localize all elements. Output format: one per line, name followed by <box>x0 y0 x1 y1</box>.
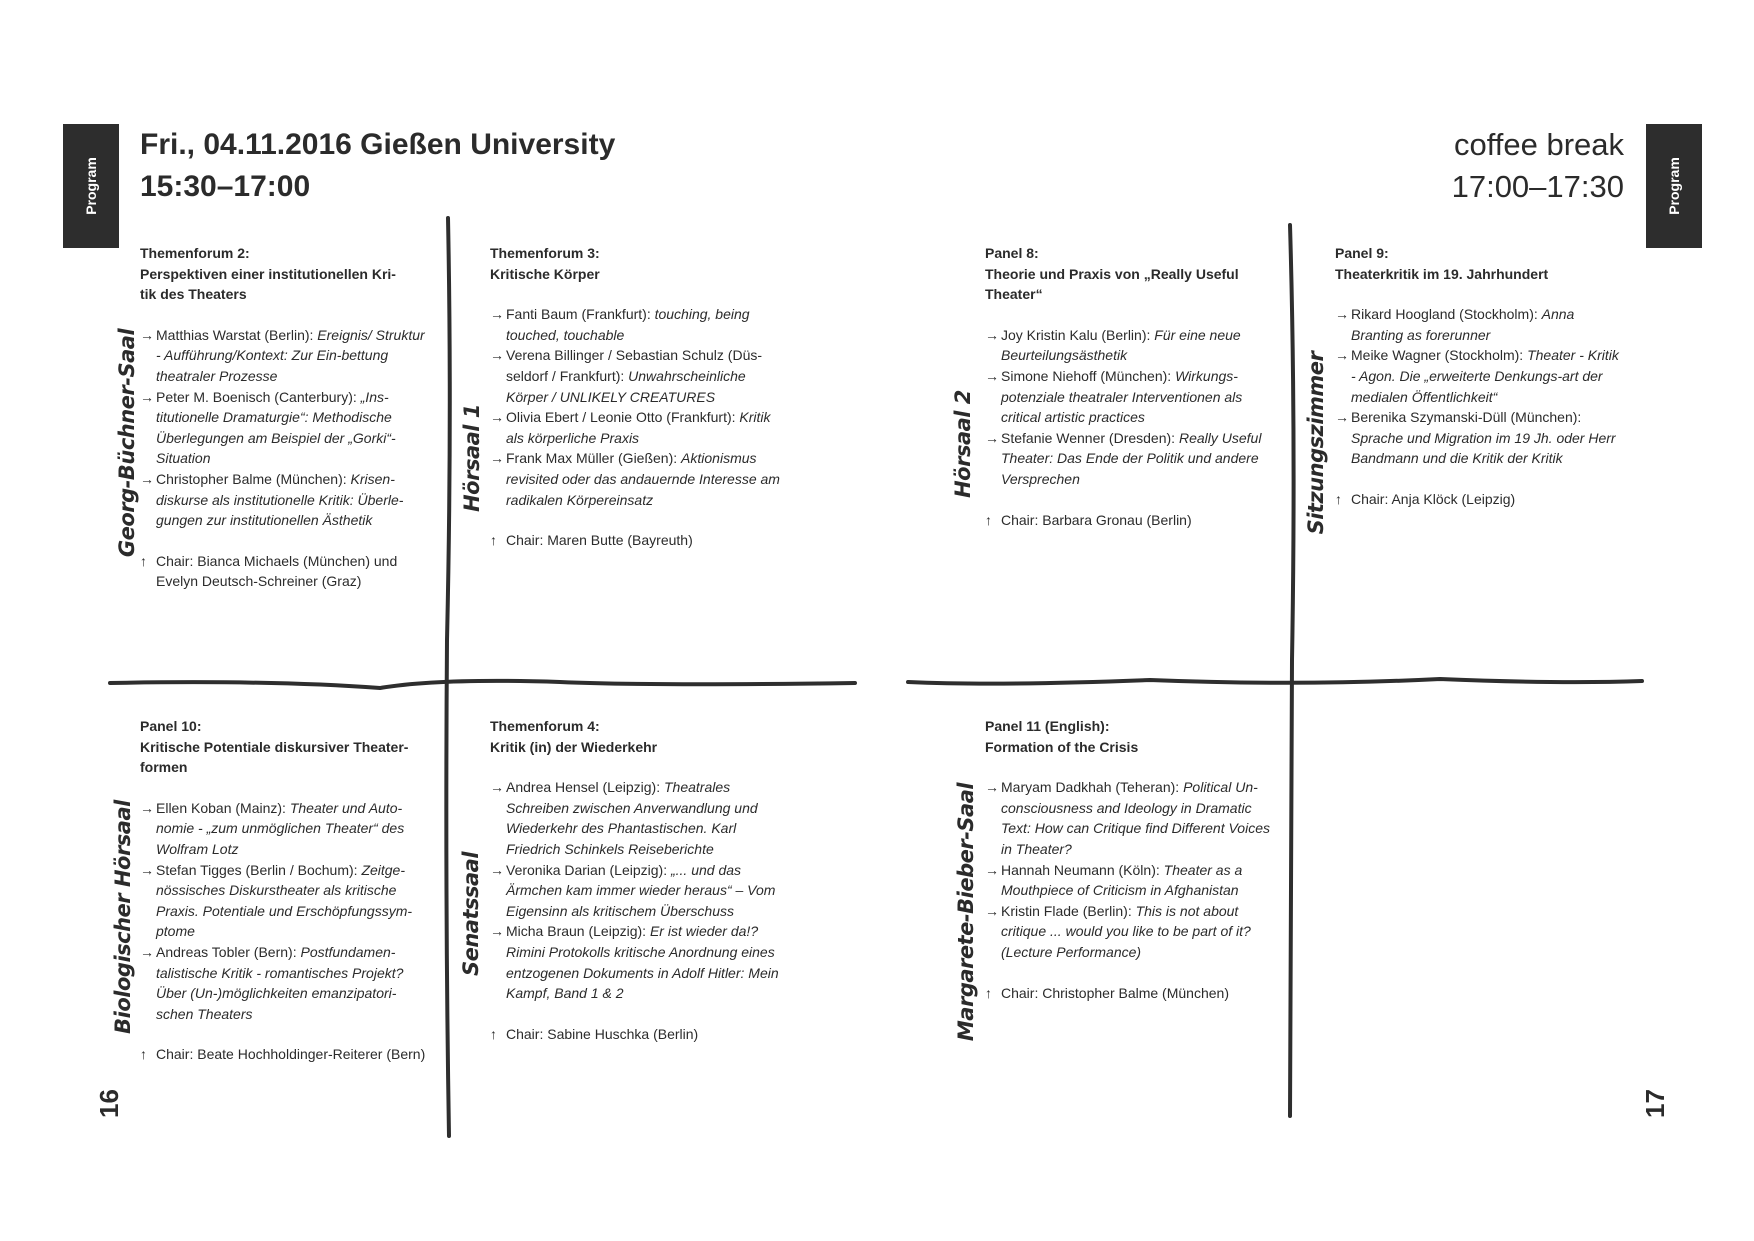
session-chair <box>490 530 780 551</box>
break-time: 17:00–17:30 <box>1451 169 1624 204</box>
chair-text: Chair: Bianca Michaels (München) und Evelyn Deutsch-Schreiner (Graz) <box>156 552 398 590</box>
arrow-right-icon: → <box>985 779 999 796</box>
session-title <box>1335 243 1625 284</box>
session-title-line: Themenforum 2: <box>140 245 250 261</box>
arrow-up-icon: ↑ <box>985 984 992 1001</box>
session-title <box>985 243 1275 305</box>
break-label: coffee break <box>1453 127 1624 162</box>
session-title-line: Kritische Potentiale diskursiver Theater- <box>140 738 409 755</box>
speaker-item <box>490 921 780 1003</box>
arrow-right-icon: → <box>140 861 154 878</box>
session-themenforum-3 <box>490 243 780 551</box>
arrow-right-icon: → <box>985 429 999 446</box>
talk-title: Ereignis/ Struktur - Aufführung/Kontext: Zur Ein-bettung theatraler Prozesse <box>156 326 425 384</box>
speaker-name: Fanti Baum (Frankfurt): <box>506 306 655 323</box>
arrow-right-icon: → <box>140 943 154 960</box>
speaker-name: Peter M. Boenisch (Canterbury): <box>156 388 361 405</box>
speaker-name: Kristin Flade (Berlin): <box>1001 902 1136 919</box>
session-title-line: Themenforum 4: <box>490 718 600 734</box>
speaker-item <box>140 942 430 1024</box>
session-title <box>985 716 1275 757</box>
session-title <box>490 243 780 284</box>
arrow-right-icon: → <box>140 388 154 405</box>
chair-text: Chair: Maren Butte (Bayreuth) <box>506 532 693 549</box>
session-title-line: Perspektiven einer institutionellen Kri- <box>140 265 396 282</box>
chair-text: Chair: Christopher Balme (München) <box>1001 984 1229 1001</box>
speaker-item <box>140 325 430 387</box>
session-title-line: formen <box>140 759 188 776</box>
talk-title: „Ins-titutionelle Dramaturgie“: Methodische Überlegungen am Beispiel der „Gorki“-Situation <box>156 388 396 467</box>
arrow-right-icon: → <box>985 326 999 343</box>
session-title <box>140 243 430 305</box>
arrow-right-icon: → <box>490 861 504 878</box>
date-line: Fri., 04.11.2016 Gießen University <box>140 128 616 161</box>
arrow-right-icon: → <box>490 409 504 426</box>
talk-title: Aktionismus revisited oder das andauernde Interesse am radikalen Körpereinsatz <box>506 450 780 508</box>
page-number-left: 16 <box>93 1089 124 1118</box>
arrow-up-icon: ↑ <box>140 1046 147 1063</box>
talk-title: Theater und Auto-nomie - „zum unmöglichen Theater“ des Wolfram Lotz <box>156 799 405 857</box>
speaker-item <box>490 448 780 510</box>
speaker-item <box>490 407 780 448</box>
speaker-name: Matthias Warstat (Berlin): <box>156 326 318 343</box>
talk-title: Anna Branting as forerunner <box>1351 306 1575 343</box>
speaker-name: Andrea Hensel (Leipzig): <box>506 779 664 796</box>
session-chair <box>140 551 430 592</box>
speaker-item <box>140 469 430 531</box>
speaker-name: Ellen Koban (Mainz): <box>156 799 290 816</box>
arrow-right-icon: → <box>490 450 504 467</box>
talk-title: Political Un-consciousness and Ideology in Dramatic Text: How can Critique find Different Voices in Theater? <box>1001 779 1270 857</box>
session-title-line: Panel 8: <box>985 245 1039 261</box>
arrow-right-icon: → <box>490 347 504 364</box>
arrow-up-icon: ↑ <box>490 532 497 549</box>
speaker-item <box>985 777 1275 859</box>
vertical-line-right <box>1290 225 1294 1116</box>
speaker-item <box>140 860 430 942</box>
talk-title: Really Useful Theater: Das Ende der Politik und andere Versprechen <box>1001 429 1262 487</box>
session-title-line: Formation of the Crisis <box>985 738 1139 755</box>
chair-text: Chair: Barbara Gronau (Berlin) <box>1001 511 1192 528</box>
speaker-list <box>985 777 1275 962</box>
talk-title: Sprache und Migration im 19 Jh. oder Herr Bandmann und die Kritik der Kritik <box>1351 429 1616 467</box>
page-number-right: 17 <box>1639 1089 1670 1118</box>
room-label-hoersaal-2: Hörsaal 2 <box>951 390 975 498</box>
arrow-up-icon: ↑ <box>1335 490 1342 507</box>
speaker-name: Christopher Balme (München): <box>156 470 351 487</box>
arrow-up-icon: ↑ <box>985 511 992 528</box>
session-title-line: Panel 10: <box>140 718 202 734</box>
arrow-right-icon: → <box>1335 409 1349 426</box>
chair-text: Chair: Beate Hochholdinger-Reiterer (Bern) <box>156 1046 426 1063</box>
horizontal-line-right <box>908 679 1642 684</box>
room-label-sitzungszimmer: Sitzungszimmer <box>1304 351 1328 535</box>
speaker-name: Stefan Tigges (Berlin / Bochum): <box>156 861 362 878</box>
side-tab-label: Program <box>1666 157 1682 215</box>
speaker-item <box>985 366 1275 428</box>
talk-title: This is not about critique ... would you like to be part of it? (Lecture Performance) <box>1001 902 1251 960</box>
talk-title: Theater as a Mouthpiece of Criticism in Afghanistan <box>1001 861 1243 899</box>
arrow-right-icon: → <box>490 779 504 796</box>
room-label-senatssaal: Senatssaal <box>459 851 483 977</box>
session-panel-8 <box>985 243 1275 530</box>
speaker-item <box>1335 407 1625 469</box>
speaker-item <box>490 345 780 407</box>
session-title <box>490 716 780 757</box>
talk-title: Postfundamen-talistische Kritik - romantisches Projekt? Über (Un-)möglichkeiten emanzipatori-schen Theaters <box>156 943 404 1022</box>
session-themenforum-2 <box>140 243 430 592</box>
room-label-biologischer-hoersaal: Biologischer Hörsaal <box>111 800 135 1034</box>
session-chair <box>140 1044 430 1065</box>
speaker-item <box>490 777 780 859</box>
session-title-line: Theorie und Praxis von „Really Useful <box>985 265 1239 282</box>
room-label-margarete-bieber-saal: Margarete-Bieber-Saal <box>954 782 978 1042</box>
session-chair <box>985 983 1275 1004</box>
talk-title: „... und das Ärmchen kam immer wieder heraus“ – Vom Eigensinn als kritischem Überschuss <box>506 861 776 919</box>
speaker-name: Frank Max Müller (Gießen): <box>506 450 682 467</box>
talk-title: Er ist wieder da!? Rimini Protokolls kritische Anordnung eines entzogenen Dokuments in Adolf Hitler: Mein Kampf, Band 1 & 2 <box>506 923 779 1002</box>
speaker-name: Rikard Hoogland (Stockholm): <box>1351 306 1542 323</box>
talk-title: Für eine neue Beurteilungsästhetik <box>1001 326 1241 364</box>
talk-title: Wirkungs-potenziale theatraler Interventionen als critical artistic practices <box>1001 367 1243 426</box>
speaker-item <box>985 901 1275 963</box>
arrow-right-icon: → <box>985 902 999 919</box>
talk-title: Unwahrscheinliche Körper / UNLIKELY CREATURES <box>506 367 746 405</box>
session-themenforum-4 <box>490 716 780 1044</box>
session-title-line: Theaterkritik im 19. Jahrhundert <box>1335 265 1549 282</box>
arrow-right-icon: → <box>140 470 154 487</box>
room-label-georg-buechner-saal: Georg-Büchner-Saal <box>115 328 139 558</box>
speaker-list <box>140 798 430 1025</box>
arrow-right-icon: → <box>490 306 504 323</box>
chair-text: Chair: Sabine Huschka (Berlin) <box>506 1025 699 1042</box>
session-panel-10 <box>140 716 430 1065</box>
session-title-line: tik des Theaters <box>140 286 247 303</box>
session-chair <box>490 1024 780 1045</box>
speaker-list <box>490 777 780 1004</box>
arrow-right-icon: → <box>1335 347 1349 364</box>
speaker-item <box>1335 304 1625 345</box>
speaker-name: Stefanie Wenner (Dresden): <box>1001 429 1179 446</box>
side-tab-label: Program <box>83 157 99 215</box>
speaker-list <box>140 325 430 531</box>
session-title-line: Theater“ <box>985 286 1043 303</box>
session-title-line: Panel 9: <box>1335 245 1389 261</box>
talk-title: Kritik als körperliche Praxis <box>506 409 771 446</box>
speaker-item <box>140 798 430 860</box>
session-title-line: Kritische Körper <box>490 265 600 282</box>
talk-title: Zeitge-nössisches Diskurstheater als kritische Praxis. Potentiale und Erschöpfungssym-ptome <box>156 861 413 940</box>
room-label-hoersaal-1: Hörsaal 1 <box>460 404 484 512</box>
session-panel-9 <box>1335 243 1625 510</box>
arrow-right-icon: → <box>985 367 999 384</box>
talk-title: Theatrales Schreiben zwischen Anverwandlung und Wiederkehr des Phantastischen. Karl Friedrich Schinkels Reiseberichte <box>506 779 758 857</box>
arrow-right-icon: → <box>490 923 504 940</box>
speaker-name: Joy Kristin Kalu (Berlin): <box>1001 326 1155 343</box>
session-title-line: Themenforum 3: <box>490 245 600 261</box>
speaker-name: Veronika Darian (Leipzig): <box>506 861 671 878</box>
session-title <box>140 716 430 778</box>
speaker-name: Hannah Neumann (Köln): <box>1001 861 1164 878</box>
speaker-name: Berenika Szymanski-Düll (München): <box>1351 409 1582 426</box>
arrow-right-icon: → <box>985 861 999 878</box>
arrow-up-icon: ↑ <box>490 1025 497 1042</box>
speaker-name: Meike Wagner (Stockholm): <box>1351 347 1528 364</box>
speaker-item <box>490 304 780 345</box>
time-line: 15:30–17:00 <box>140 170 311 203</box>
chair-text: Chair: Anja Klöck (Leipzig) <box>1351 490 1516 507</box>
vertical-line-left <box>446 218 449 1136</box>
session-panel-11 <box>985 716 1275 1003</box>
speaker-item <box>140 387 430 469</box>
arrow-right-icon: → <box>1335 306 1349 323</box>
speaker-list <box>985 325 1275 490</box>
session-title-line: Kritik (in) der Wiederkehr <box>490 738 658 755</box>
arrow-right-icon: → <box>140 326 154 343</box>
session-chair <box>1335 489 1625 510</box>
speaker-item <box>985 428 1275 490</box>
speaker-name: Maryam Dadkhah (Teheran): <box>1001 779 1184 796</box>
session-chair <box>985 510 1275 531</box>
talk-title: Theater - Kritik - Agon. Die „erweiterte Denkungs-art der medialen Öffentlichkeit“ <box>1351 347 1619 405</box>
speaker-name: Andreas Tobler (Bern): <box>156 943 301 960</box>
speaker-name: Simone Niehoff (München): <box>1001 367 1176 384</box>
speaker-list <box>1335 304 1625 469</box>
arrow-up-icon: ↑ <box>140 552 147 569</box>
speaker-item <box>985 860 1275 901</box>
talk-title: Krisen-diskurse als institutionelle Kritik: Überle-gungen zur institutionellen Ästhetik <box>156 470 404 529</box>
speaker-item <box>985 325 1275 366</box>
speaker-list <box>490 304 780 510</box>
speaker-name: Micha Braun (Leipzig): <box>506 923 650 940</box>
talk-title: touching, being touched, touchable <box>506 306 750 343</box>
speaker-name: Olivia Ebert / Leonie Otto (Frankfurt): <box>506 409 740 426</box>
session-title-line: Panel 11 (English): <box>985 718 1110 734</box>
arrow-right-icon: → <box>140 799 154 816</box>
speaker-item <box>490 860 780 922</box>
horizontal-line-left <box>110 681 855 688</box>
speaker-item <box>1335 345 1625 407</box>
speaker-name: Verena Billinger / Sebastian Schulz (Düs-seldorf / Frankfurt): <box>506 347 763 384</box>
